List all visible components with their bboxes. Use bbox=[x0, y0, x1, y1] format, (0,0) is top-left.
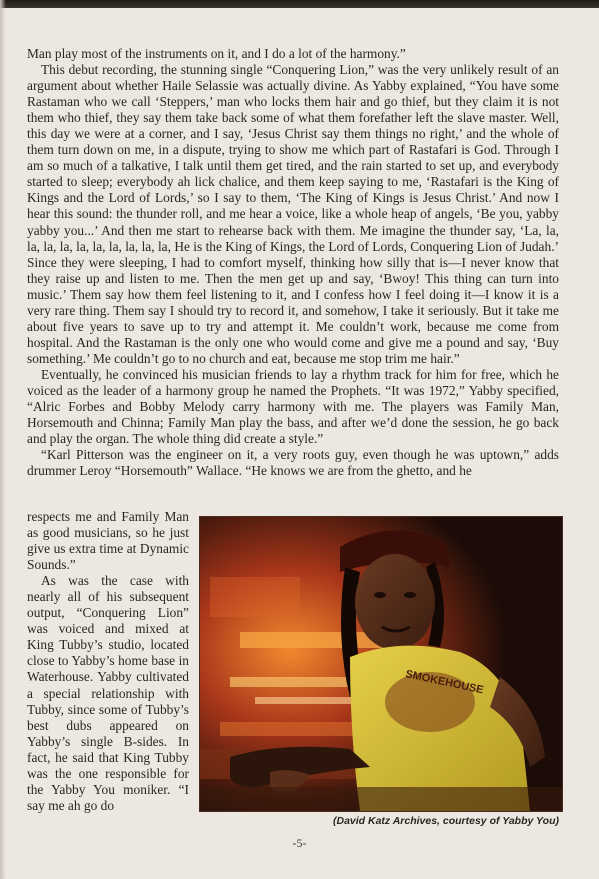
page-number: -5- bbox=[292, 836, 307, 850]
article-body-top bbox=[27, 46, 559, 479]
paragraph: respects me and Family Man as good musicians, so he just give us extra time at Dynamic Sounds.” bbox=[27, 509, 189, 573]
page-top-edge bbox=[0, 0, 599, 8]
photo-caption: (David Katz Archives, courtesy of Yabby You) bbox=[332, 815, 559, 827]
paragraph: As was the case with nearly all of his subsequent output, “Conquering Lion” was voiced and mixed at King Tubby’s studio, located close to Yabby’s home base in Waterhouse. Yabby cultivated a special relationship with Tubby, since some of Tubby’s best dubs appeared on Yabby’s single B-sides. In fact, he said that King Tubby was the one responsible for the Yabby You moniker. “I say me ah go do bbox=[27, 573, 189, 813]
paragraph: “Karl Pitterson was the engineer on it, a very roots guy, even though he was uptown,” adds drummer Leroy “Horsemouth” Wallace. “He knows we are from the ghetto, and he bbox=[27, 447, 559, 479]
svg-text:SMOKEHOUSE: SMOKEHOUSE bbox=[404, 668, 485, 697]
photo-yabby-you bbox=[199, 516, 563, 812]
paragraph: Eventually, he convinced his musician friends to lay a rhythm track for him for free, which he voiced as the leader of a harmony group he named the Prophets. “It was 1972,” Yabby specified, “Alric Forbes and Bobby Melody carry harmony with me. The players was Family Man, Horsemouth and Chinna; Family Man play the bass, and after we’d done the session, he go back and play the organ. The whole thing did create a style.” bbox=[27, 366, 559, 447]
paragraph: This debut recording, the stunning single “Conquering Lion,” was the very unlikely result of an argument about whether Haile Selassie was actually divine. As Yabby explained, “You have some Rastaman who we call ‘Steppers,’ man who locks them hair and go thief, but they claim it is not them who thief, they say them take back some of what them forefather left the slave master. Well, this day we were at a corner, and I say, ‘Jesus Christ say them things no right,’ and the whole of them turn down on me, in a dispute, trying to show me which part of Rastafari is God. Through I am so much of a talkative, I talk until them get tired, and the rain started to set up, and everybody started to sleep; everybody ah lick chalice, and them keep saying to me, ‘Rastafari is the King of Kings and the Lord of Lords,’ so I say to them, ‘The King of Kings is Jesus Christ.’ And now I hear this sound: the thunder roll, and me hear a voice, like a whole heap of angels, ‘Be you, yabby yabby you...’ And then me start to rehearse back with them. Me imagine the thunder say, ‘La, la, la, la, la, la, la, la, la, la, la, He is the King of Kings, the Lord of Lords, Conquering Lion of Judah.’ Since they were sleeping, I had to comfort myself, thinking how silly that is—I never know that they raise up and listen to me. Then the men get up and say, ‘Bwoy! This thing can turn into music.’ Them say how them feel listening to it, and I confess how I feel doing it—I know it is a very rare thing. Them say I should try to record it, and somehow, I take it seriously. But it take me about five years to save up to try and attempt it. Me couldn’t work, because me come from hospital. And the Rastaman is the only one who would come and give me a pound and say, ‘Buy something.’ Me couldn’t go to no church and eat, because me stop trim me hair.” bbox=[27, 62, 559, 366]
paragraph: Man play most of the instruments on it, and I do a lot of the harmony.” bbox=[27, 46, 406, 61]
page-fold-shadow bbox=[0, 0, 6, 879]
article-body-side-column bbox=[27, 509, 189, 814]
